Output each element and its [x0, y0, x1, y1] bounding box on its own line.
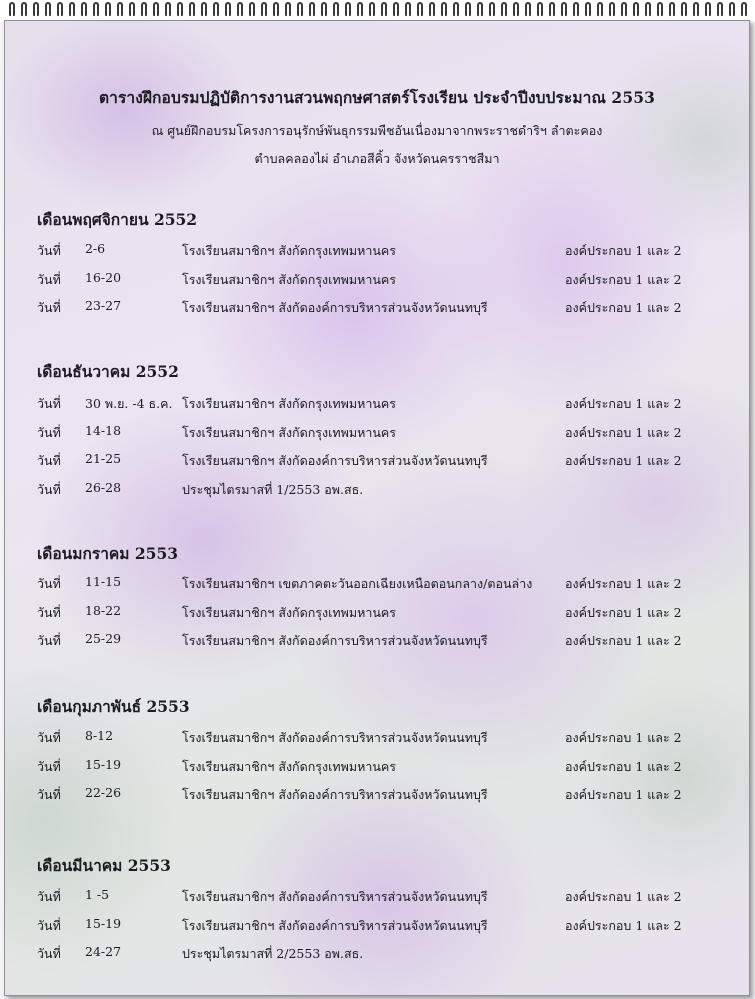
day-label: วันที่ [37, 787, 61, 802]
schedule-row [37, 298, 737, 318]
schedule-row [37, 757, 737, 777]
binding-ring [345, 2, 351, 16]
component-label: องค์ประกอบ 1 และ 2 [565, 453, 682, 468]
schedule-row [37, 944, 737, 964]
date-range: 15-19 [85, 915, 122, 931]
binding-ring [609, 2, 615, 16]
day-label: วันที่ [37, 946, 61, 961]
binding-ring [273, 2, 279, 16]
binding-ring [657, 2, 663, 16]
page-title: ตารางฝึกอบรมปฏิบัติการงานสวนพฤกษศาสตร์โรงเรียน ประจำปีงบประมาณ 2553 [99, 88, 655, 107]
binding-ring [513, 2, 519, 16]
binding-ring [393, 2, 399, 16]
binding-ring [237, 2, 243, 16]
binding-ring [741, 2, 747, 16]
binding-ring [105, 2, 111, 16]
day-label: วันที่ [37, 889, 61, 904]
date-range: 25-29 [85, 631, 122, 646]
date-range: 30 พ.ย. -4 ธ.ค. [85, 396, 173, 411]
binding-ring [93, 2, 99, 16]
location-line: ณ ศูนย์ฝึกอบรมโครงการอนุรักษ์พันธุกรรมพืชอันเนื่องมาจากพระราชดำริฯ ลำตะคอง [151, 123, 603, 138]
binding-ring [549, 2, 555, 16]
binding-ring [429, 2, 435, 16]
schedule-row [37, 480, 737, 500]
component-label: องค์ประกอบ 1 และ 2 [565, 730, 682, 745]
binding-ring [333, 2, 339, 16]
schedule-row [37, 394, 737, 414]
binding-ring [81, 2, 87, 16]
binding-ring [693, 2, 699, 16]
component-label: องค์ประกอบ 1 และ 2 [565, 396, 682, 411]
binding-ring [45, 2, 51, 16]
binding-ring [561, 2, 567, 16]
day-label: วันที่ [37, 576, 61, 591]
date-range: 26-28 [85, 479, 122, 495]
schedule-row [37, 728, 737, 748]
binding-ring [69, 2, 75, 16]
day-label: วันที่ [37, 481, 61, 497]
date-range: 14-18 [85, 422, 122, 438]
binding-ring [477, 2, 483, 16]
binding-ring [225, 2, 231, 16]
component-label: องค์ประกอบ 1 และ 2 [565, 917, 682, 933]
date-range: 2-6 [85, 241, 106, 256]
binding-ring [369, 2, 375, 16]
binding-ring [537, 2, 543, 16]
session-description: โรงเรียนสมาชิกฯ เขตภาคตะวันออกเฉียงเหนือตอนกลาง/ตอนล่าง [182, 576, 533, 591]
binding-ring [681, 2, 687, 16]
component-label: องค์ประกอบ 1 และ 2 [565, 300, 682, 315]
session-description: โรงเรียนสมาชิกฯ สังกัดกรุงเทพมหานคร [182, 424, 396, 440]
schedule-row [37, 603, 737, 623]
binding-ring [33, 2, 39, 16]
day-label: วันที่ [37, 271, 61, 287]
binding-ring [297, 2, 303, 16]
day-label: วันที่ [37, 730, 61, 745]
binding-ring [165, 2, 171, 16]
binding-ring [321, 2, 327, 16]
binding-ring [153, 2, 159, 16]
binding-ring [285, 2, 291, 16]
binding-ring [729, 2, 735, 16]
binding-ring [357, 2, 363, 16]
day-label: วันที่ [37, 917, 61, 933]
date-range: 21-25 [85, 451, 122, 466]
binding-ring [717, 2, 723, 16]
binding-ring [189, 2, 195, 16]
binding-ring [117, 2, 123, 16]
month-heading: เดือนมีนาคม 2553 [37, 856, 171, 875]
schedule-row [37, 423, 737, 443]
component-label: องค์ประกอบ 1 และ 2 [565, 787, 682, 802]
month-heading: เดือนกุมภาพันธ์ 2553 [37, 697, 190, 716]
session-description: โรงเรียนสมาชิกฯ สังกัดองค์การบริหารส่วนจังหวัดนนทบุรี [182, 917, 488, 933]
binding-ring [705, 2, 711, 16]
component-label: องค์ประกอบ 1 และ 2 [565, 633, 682, 648]
session-description: โรงเรียนสมาชิกฯ สังกัดกรุงเทพมหานคร [182, 271, 396, 287]
binding-ring [249, 2, 255, 16]
component-label: องค์ประกอบ 1 และ 2 [565, 758, 682, 774]
schedule-row [37, 270, 737, 290]
document-page [4, 20, 750, 996]
schedule-row [37, 574, 737, 594]
day-label: วันที่ [37, 633, 61, 648]
day-label: วันที่ [37, 758, 61, 774]
session-description: โรงเรียนสมาชิกฯ สังกัดกรุงเทพมหานคร [182, 758, 396, 774]
month-heading: เดือนธันวาคม 2552 [37, 362, 179, 381]
date-range: 16-20 [85, 269, 122, 285]
binding-ring [129, 2, 135, 16]
session-description: ประชุมไตรมาสที่ 2/2553 อพ.สธ. [182, 946, 364, 961]
binding-ring [213, 2, 219, 16]
binding-ring [525, 2, 531, 16]
address-line: ตำบลคลองไผ่ อำเภอสีคิ้ว จังหวัดนครราชสีมา [254, 151, 500, 166]
session-description: โรงเรียนสมาชิกฯ สังกัดองค์การบริหารส่วนจังหวัดนนทบุรี [182, 730, 488, 745]
binding-ring [645, 2, 651, 16]
date-range: 18-22 [85, 602, 122, 618]
day-label: วันที่ [37, 453, 61, 468]
schedule-row [37, 916, 737, 936]
binding-ring [489, 2, 495, 16]
component-label: องค์ประกอบ 1 และ 2 [565, 243, 682, 258]
binding-ring [501, 2, 507, 16]
date-range: 23-27 [85, 298, 122, 313]
binding-ring [465, 2, 471, 16]
binding-ring [177, 2, 183, 16]
session-description: โรงเรียนสมาชิกฯ สังกัดองค์การบริหารส่วนจังหวัดนนทบุรี [182, 787, 488, 802]
session-description: ประชุมไตรมาสที่ 1/2553 อพ.สธ. [182, 481, 364, 497]
session-description: โรงเรียนสมาชิกฯ สังกัดองค์การบริหารส่วนจังหวัดนนทบุรี [182, 300, 488, 315]
day-label: วันที่ [37, 424, 61, 440]
day-label: วันที่ [37, 396, 61, 411]
component-label: องค์ประกอบ 1 และ 2 [565, 576, 682, 591]
binding-ring [441, 2, 447, 16]
day-label: วันที่ [37, 300, 61, 315]
binding-ring [201, 2, 207, 16]
day-label: วันที่ [37, 243, 61, 258]
session-description: โรงเรียนสมาชิกฯ สังกัดกรุงเทพมหานคร [182, 396, 396, 411]
date-range: 1 -5 [85, 887, 110, 902]
binding-ring [597, 2, 603, 16]
schedule-row [37, 887, 737, 907]
binding-ring [621, 2, 627, 16]
day-label: วันที่ [37, 604, 61, 620]
binding-ring [57, 2, 63, 16]
binding-ring [21, 2, 27, 16]
schedule-row [37, 631, 737, 651]
session-description: โรงเรียนสมาชิกฯ สังกัดกรุงเทพมหานคร [182, 604, 396, 620]
component-label: องค์ประกอบ 1 และ 2 [565, 604, 682, 620]
schedule-row [37, 241, 737, 261]
date-range: 11-15 [85, 574, 122, 589]
date-range: 24-27 [85, 944, 122, 959]
month-heading: เดือนพฤศจิกายน 2552 [37, 210, 198, 229]
date-range: 15-19 [85, 756, 122, 772]
session-description: โรงเรียนสมาชิกฯ สังกัดองค์การบริหารส่วนจังหวัดนนทบุรี [182, 889, 488, 904]
date-range: 22-26 [85, 785, 122, 800]
binding-ring [405, 2, 411, 16]
binding-ring [573, 2, 579, 16]
binding-ring [9, 2, 15, 16]
session-description: โรงเรียนสมาชิกฯ สังกัดองค์การบริหารส่วนจังหวัดนนทบุรี [182, 453, 488, 468]
binding-ring [669, 2, 675, 16]
binding-ring [141, 2, 147, 16]
component-label: องค์ประกอบ 1 และ 2 [565, 271, 682, 287]
session-description: โรงเรียนสมาชิกฯ สังกัดกรุงเทพมหานคร [182, 243, 396, 258]
session-description: โรงเรียนสมาชิกฯ สังกัดองค์การบริหารส่วนจังหวัดนนทบุรี [182, 633, 488, 648]
month-heading: เดือนมกราคม 2553 [37, 544, 179, 563]
binding-ring [633, 2, 639, 16]
binding-ring [453, 2, 459, 16]
date-range: 8-12 [85, 728, 114, 743]
binding-ring [381, 2, 387, 16]
spiral-binding [0, 0, 755, 22]
schedule-row [37, 451, 737, 471]
schedule-row [37, 785, 737, 805]
binding-ring [585, 2, 591, 16]
component-label: องค์ประกอบ 1 และ 2 [565, 424, 682, 440]
binding-ring [417, 2, 423, 16]
component-label: องค์ประกอบ 1 และ 2 [565, 889, 682, 904]
binding-ring [261, 2, 267, 16]
binding-ring [309, 2, 315, 16]
